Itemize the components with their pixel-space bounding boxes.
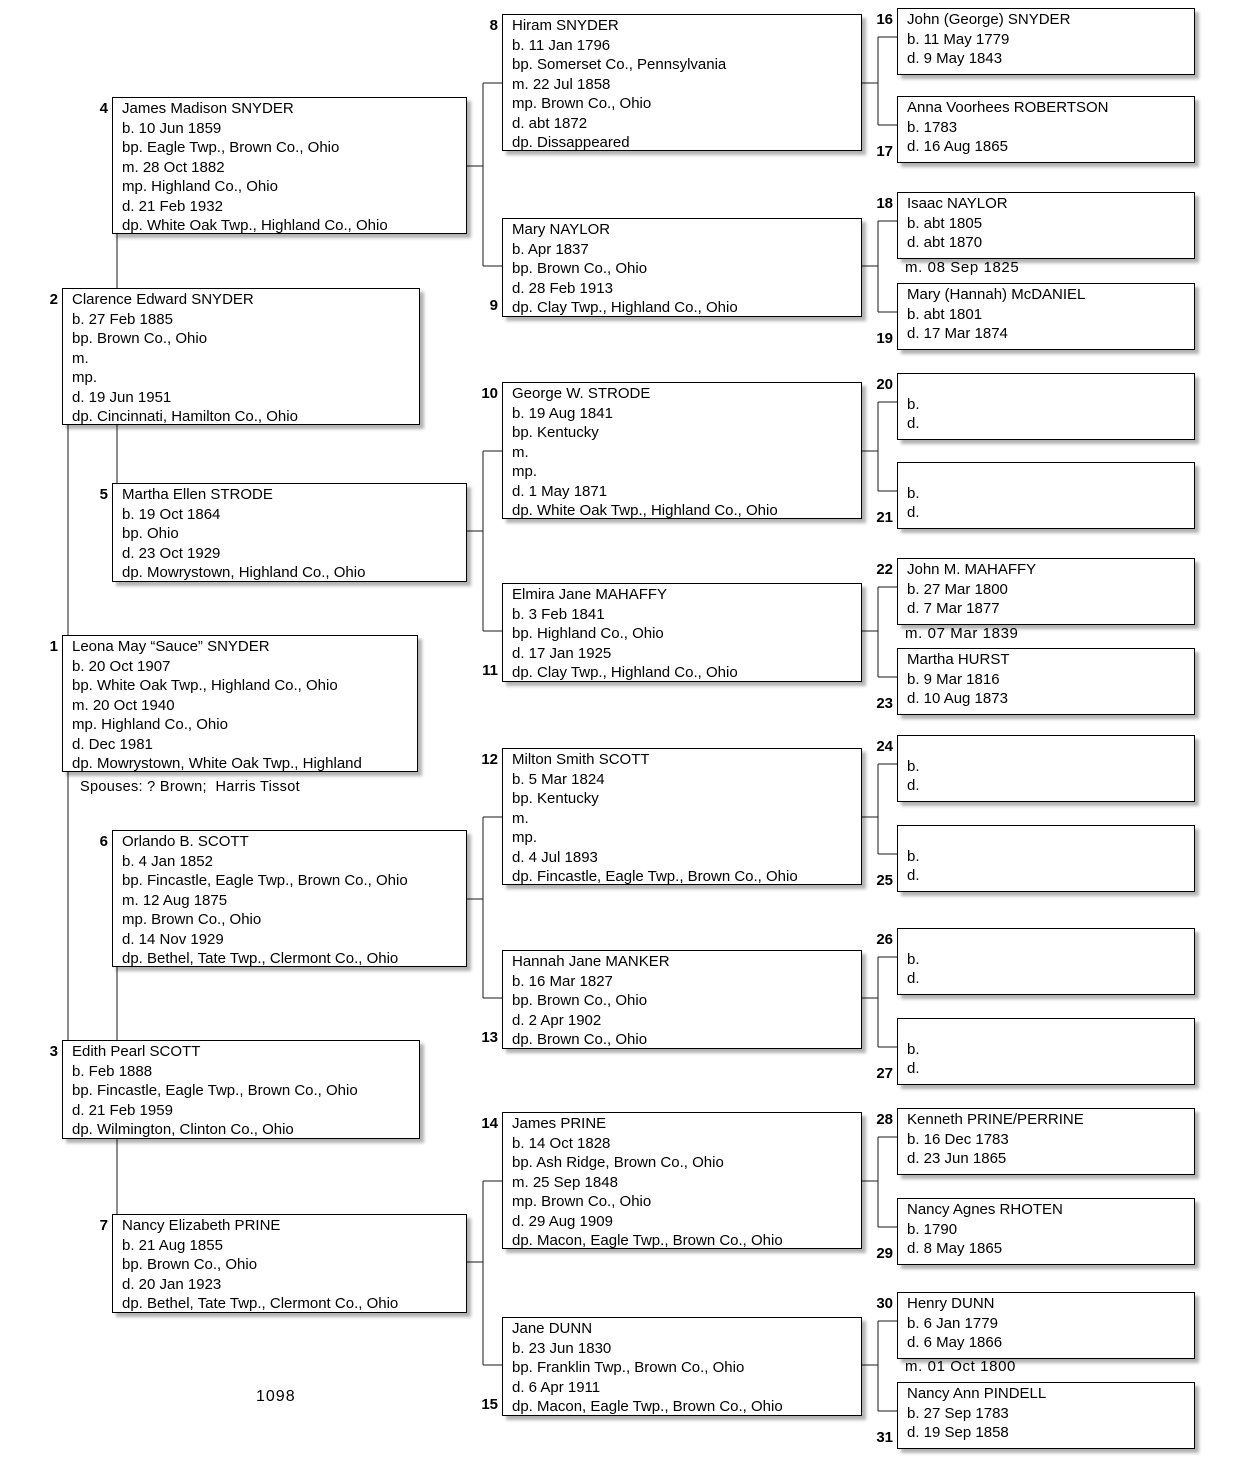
person-detail-line: bp. Somerset Co., Pennsylvania — [512, 56, 727, 73]
person-detail-line: b. — [907, 484, 920, 502]
person-name: Henry DUNN — [907, 1295, 995, 1312]
person-detail-line: d. 8 May 1865 — [907, 1240, 1003, 1257]
person-box-4[interactable] — [99, 97, 467, 234]
person-box-8[interactable] — [489, 14, 862, 151]
person-detail-line: dp. Dissappeared — [512, 134, 630, 151]
person-name — [907, 930, 1185, 950]
person-name: Leona May “Sauce” SNYDER — [72, 638, 270, 655]
person-detail-line: mp. Brown Co., Ohio — [512, 1193, 652, 1210]
person-detail-line: bp. Fincastle, Eagle Twp., Brown Co., Ohio — [122, 872, 408, 889]
person-name — [907, 737, 1185, 757]
person-name: Hannah Jane MANKER — [512, 953, 670, 970]
person-box-31[interactable] — [876, 1382, 1195, 1449]
person-box-1[interactable] — [49, 635, 418, 772]
person-number: 30 — [876, 1295, 893, 1312]
person-detail-line: dp. Fincastle, Eagle Twp., Brown Co., Ohio — [512, 868, 798, 885]
person-box-10[interactable] — [481, 382, 862, 519]
person-number: 3 — [49, 1043, 58, 1060]
person-detail-line: dp. Mowrystown, Highland Co., Ohio — [122, 564, 366, 581]
person-detail-line: b. 27 Mar 1800 — [907, 580, 1008, 598]
person-detail-line: dp. Mowrystown, White Oak Twp., Highland — [72, 755, 362, 772]
person-name: Clarence Edward SNYDER — [72, 291, 254, 308]
person-name: Anna Voorhees ROBERTSON — [907, 99, 1109, 116]
person-detail-line: d. 6 May 1866 — [907, 1334, 1003, 1351]
person-detail-line: b. — [907, 757, 920, 775]
person-detail-line: dp. Bethel, Tate Twp., Clermont Co., Ohio — [122, 1295, 399, 1312]
person-number: 10 — [481, 385, 498, 402]
person-box-13[interactable] — [481, 950, 862, 1049]
person-detail-line: m. 12 Aug 1875 — [122, 891, 228, 909]
person-detail-line: b. 11 Jan 1796 — [512, 36, 611, 54]
person-name: Nancy Ann PINDELL — [907, 1385, 1047, 1402]
person-detail-line: d. 19 Sep 1858 — [907, 1424, 1009, 1441]
person-detail-line: b. abt 1805 — [907, 214, 983, 232]
person-detail-line: b. 5 Mar 1824 — [512, 770, 605, 788]
marriage-date-label: m. 01 Oct 1800 — [905, 1358, 1016, 1375]
person-detail-line: b. — [907, 395, 920, 413]
person-detail-line: b. 10 Jun 1859 — [122, 119, 222, 137]
person-detail-line: dp. Cincinnati, Hamilton Co., Ohio — [72, 408, 298, 425]
person-detail-line: d. 9 May 1843 — [907, 50, 1003, 67]
person-detail-line: b. 27 Feb 1885 — [72, 310, 173, 328]
person-name: Martha HURST — [907, 651, 1010, 668]
person-detail-line: bp. White Oak Twp., Highland Co., Ohio — [72, 677, 338, 694]
person-name: Nancy Elizabeth PRINE — [122, 1217, 281, 1234]
person-detail-line: b. 3 Feb 1841 — [512, 605, 605, 623]
person-detail-line: d. 1 May 1871 — [512, 482, 608, 500]
person-detail-line: b. 16 Dec 1783 — [907, 1130, 1009, 1148]
person-number: 25 — [876, 871, 893, 889]
person-detail-line: dp. White Oak Twp., Highland Co., Ohio — [512, 502, 778, 519]
person-name: Orlando B. SCOTT — [122, 833, 249, 850]
person-box-16[interactable] — [876, 8, 1195, 75]
person-number: 27 — [876, 1064, 893, 1082]
person-number: 15 — [481, 1395, 498, 1413]
person-name: Hiram SNYDER — [512, 17, 619, 34]
person-detail-line: d. — [907, 867, 920, 884]
person-box-25[interactable] — [876, 825, 1195, 892]
person-detail-line: d. 21 Feb 1959 — [72, 1101, 173, 1119]
person-number: 17 — [876, 142, 893, 160]
person-box-6[interactable] — [99, 830, 467, 967]
person-number: 7 — [99, 1217, 108, 1234]
person-box-17[interactable] — [876, 96, 1195, 163]
person-detail-line: d. — [907, 777, 920, 794]
person-detail-line: bp. Ohio — [122, 525, 179, 542]
person-detail-line: dp. Clay Twp., Highland Co., Ohio — [512, 299, 738, 316]
person-number: 8 — [489, 17, 498, 34]
person-detail-line: b. 14 Oct 1828 — [512, 1134, 611, 1152]
person-box-9[interactable] — [489, 218, 862, 317]
person-box-27[interactable] — [876, 1018, 1195, 1085]
person-detail-line: d. 20 Jan 1923 — [122, 1275, 222, 1293]
person-detail-line: d. 7 Mar 1877 — [907, 600, 1000, 617]
person-detail-line: d. abt 1872 — [512, 114, 588, 132]
person-detail-line: bp. Kentucky — [512, 790, 599, 807]
person-detail-line: bp. Fincastle, Eagle Twp., Brown Co., Ohio — [72, 1082, 358, 1099]
person-number: 28 — [876, 1111, 893, 1128]
person-number: 9 — [489, 296, 498, 314]
person-detail-line: d. 29 Aug 1909 — [512, 1212, 613, 1230]
person-detail-line: m. — [72, 349, 89, 367]
person-detail-line: dp. Brown Co., Ohio — [512, 1031, 648, 1048]
person-detail-line: b. 1790 — [907, 1220, 958, 1238]
person-detail-line: dp. Clay Twp., Highland Co., Ohio — [512, 664, 738, 681]
person-detail-line: m. — [512, 809, 529, 827]
person-detail-line: d. 28 Feb 1913 — [512, 279, 613, 297]
marriage-date-label: m. 07 Mar 1839 — [905, 625, 1019, 642]
person-detail-line: d. 17 Mar 1874 — [907, 325, 1008, 342]
person-detail-line: b. 6 Jan 1779 — [907, 1314, 998, 1332]
person-detail-line: mp. Highland Co., Ohio — [72, 716, 228, 733]
person-name — [907, 464, 1185, 484]
spouses-note: Spouses: ? Brown; Harris Tissot — [80, 779, 300, 795]
person-name: Nancy Agnes RHOTEN — [907, 1201, 1063, 1218]
person-detail-line: b. Apr 1837 — [512, 240, 589, 258]
person-number: 14 — [481, 1115, 498, 1132]
person-number: 31 — [876, 1428, 893, 1446]
person-detail-line: m. 22 Jul 1858 — [512, 75, 611, 93]
person-number: 18 — [876, 195, 893, 212]
person-name: Martha Ellen STRODE — [122, 486, 273, 503]
person-detail-line: d. 6 Apr 1911 — [512, 1378, 601, 1396]
person-number: 19 — [876, 329, 893, 347]
person-detail-line: b. 11 May 1779 — [907, 30, 1010, 48]
person-box-2[interactable] — [49, 288, 420, 425]
person-detail-line: mp. — [512, 829, 538, 846]
person-name: James PRINE — [512, 1115, 607, 1132]
person-detail-line: bp. Highland Co., Ohio — [512, 625, 664, 642]
person-box-19[interactable] — [876, 283, 1195, 350]
person-detail-line: b. 1783 — [907, 118, 958, 136]
person-detail-line: dp. Bethel, Tate Twp., Clermont Co., Ohio — [122, 950, 399, 967]
person-detail-line: d. abt 1870 — [907, 234, 983, 251]
person-detail-line: bp. Eagle Twp., Brown Co., Ohio — [122, 139, 340, 156]
person-name — [907, 827, 1185, 847]
person-number: 29 — [876, 1244, 893, 1262]
person-box-20[interactable] — [876, 373, 1195, 440]
person-name: Mary NAYLOR — [512, 221, 611, 238]
person-detail-line: bp. Kentucky — [512, 424, 599, 441]
person-detail-line: dp. Macon, Eagle Twp., Brown Co., Ohio — [512, 1398, 783, 1415]
person-box-22[interactable] — [876, 558, 1195, 625]
person-detail-line: d. 16 Aug 1865 — [907, 138, 1008, 155]
person-detail-line: bp. Brown Co., Ohio — [72, 330, 208, 347]
person-box-3[interactable] — [49, 1040, 420, 1139]
person-number: 2 — [49, 291, 58, 308]
person-detail-line: b. 23 Jun 1830 — [512, 1339, 612, 1357]
person-detail-line: bp. Brown Co., Ohio — [512, 260, 648, 277]
person-name: Edith Pearl SCOTT — [72, 1043, 201, 1060]
person-detail-line: b. 16 Mar 1827 — [512, 972, 613, 990]
person-detail-line: dp. White Oak Twp., Highland Co., Ohio — [122, 217, 388, 234]
person-detail-line: b. 9 Mar 1816 — [907, 670, 1000, 688]
person-detail-line: b. Feb 1888 — [72, 1062, 153, 1080]
person-name — [907, 1020, 1185, 1040]
person-box-11[interactable] — [482, 583, 862, 682]
person-box-21[interactable] — [876, 462, 1195, 529]
person-detail-line: d. 21 Feb 1932 — [122, 197, 223, 215]
person-number: 21 — [876, 508, 893, 526]
person-name: George W. STRODE — [512, 385, 651, 402]
person-number: 1 — [49, 638, 58, 655]
person-number: 22 — [876, 561, 893, 578]
person-detail-line: b. 4 Jan 1852 — [122, 852, 213, 870]
person-box-14[interactable] — [481, 1112, 862, 1249]
person-number: 23 — [876, 694, 893, 712]
person-name: John (George) SNYDER — [907, 11, 1071, 28]
person-detail-line: d. 19 Jun 1951 — [72, 388, 172, 406]
person-name: Jane DUNN — [512, 1320, 593, 1337]
person-detail-line: m. 20 Oct 1940 — [72, 696, 175, 714]
person-detail-line: bp. Franklin Twp., Brown Co., Ohio — [512, 1359, 745, 1376]
person-number: 16 — [876, 11, 893, 28]
person-box-24[interactable] — [876, 735, 1195, 802]
person-box-18[interactable] — [876, 192, 1195, 259]
person-number: 13 — [481, 1028, 498, 1046]
person-detail-line: d. 4 Jul 1893 — [512, 848, 598, 866]
person-number: 5 — [99, 486, 108, 503]
person-number: 24 — [876, 738, 893, 755]
person-number: 12 — [481, 751, 498, 768]
person-name: Kenneth PRINE/PERRINE — [907, 1111, 1084, 1128]
person-detail-line: d. — [907, 1060, 920, 1077]
person-detail-line: mp. — [512, 463, 538, 480]
person-name: Isaac NAYLOR — [907, 195, 1008, 212]
person-detail-line: d. 14 Nov 1929 — [122, 930, 224, 948]
person-name: Milton Smith SCOTT — [512, 751, 650, 768]
person-detail-line: dp. Macon, Eagle Twp., Brown Co., Ohio — [512, 1232, 783, 1249]
person-detail-line: dp. Wilmington, Clinton Co., Ohio — [72, 1121, 294, 1138]
person-detail-line: b. — [907, 847, 920, 865]
person-box-7[interactable] — [99, 1214, 467, 1313]
person-detail-line: b. 20 Oct 1907 — [72, 657, 171, 675]
marriage-date-label: m. 08 Sep 1825 — [905, 259, 1020, 276]
person-detail-line: m. — [512, 443, 529, 461]
person-name: John M. MAHAFFY — [907, 561, 1037, 578]
person-detail-line: d. Dec 1981 — [72, 735, 153, 753]
person-box-12[interactable] — [481, 748, 862, 885]
person-name: James Madison SNYDER — [122, 100, 294, 117]
person-detail-line: d. — [907, 970, 920, 987]
person-detail-line: bp. Ash Ridge, Brown Co., Ohio — [512, 1154, 724, 1171]
person-box-26[interactable] — [876, 928, 1195, 995]
person-detail-line: d. — [907, 504, 920, 521]
person-number: 20 — [876, 376, 893, 393]
person-detail-line: b. — [907, 950, 920, 968]
person-detail-line: d. 10 Aug 1873 — [907, 690, 1008, 707]
person-name: Mary (Hannah) McDANIEL — [907, 286, 1086, 303]
person-number: 6 — [99, 833, 108, 850]
person-detail-line: b. 27 Sep 1783 — [907, 1404, 1009, 1422]
person-number: 11 — [482, 661, 498, 679]
person-detail-line: b. 19 Aug 1841 — [512, 404, 613, 422]
person-detail-line: b. abt 1801 — [907, 305, 983, 323]
person-box-23[interactable] — [876, 648, 1195, 715]
person-box-15[interactable] — [481, 1317, 862, 1416]
person-name: Elmira Jane MAHAFFY — [512, 586, 668, 603]
person-detail-line: d. 23 Jun 1865 — [907, 1150, 1007, 1167]
person-number: 4 — [99, 100, 108, 117]
person-number: 26 — [876, 931, 893, 948]
person-detail-line: m. 28 Oct 1882 — [122, 158, 225, 176]
person-detail-line: mp. Brown Co., Ohio — [512, 95, 652, 112]
person-detail-line: b. 21 Aug 1855 — [122, 1236, 223, 1254]
person-detail-line: d. — [907, 415, 920, 432]
page-number: 1098 — [256, 1388, 296, 1405]
person-box-29[interactable] — [876, 1198, 1195, 1265]
person-detail-line: d. 2 Apr 1902 — [512, 1011, 602, 1029]
person-box-5[interactable] — [99, 483, 467, 582]
person-detail-line: d. 17 Jan 1925 — [512, 644, 612, 662]
person-box-28[interactable] — [876, 1108, 1195, 1175]
person-box-30[interactable] — [876, 1292, 1195, 1359]
person-detail-line: d. 23 Oct 1929 — [122, 544, 221, 562]
person-name — [907, 375, 1185, 395]
person-detail-line: b. — [907, 1040, 920, 1058]
person-detail-line: mp. Brown Co., Ohio — [122, 911, 262, 928]
person-detail-line: mp. — [72, 369, 98, 386]
person-detail-line: bp. Brown Co., Ohio — [512, 992, 648, 1009]
person-detail-line: b. 19 Oct 1864 — [122, 505, 221, 523]
person-detail-line: mp. Highland Co., Ohio — [122, 178, 278, 195]
person-detail-line: bp. Brown Co., Ohio — [122, 1256, 258, 1273]
person-detail-line: m. 25 Sep 1848 — [512, 1173, 618, 1191]
